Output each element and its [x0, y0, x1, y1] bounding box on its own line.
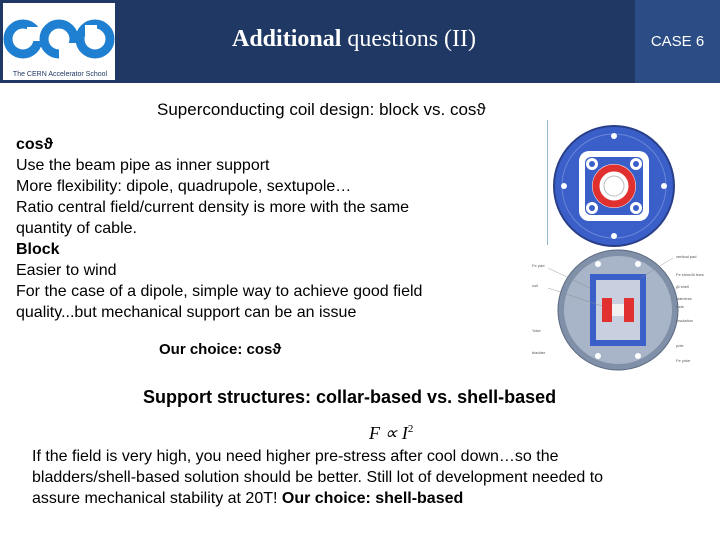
support-structures-heading: Support structures: collar-based vs. shell-based [143, 387, 557, 407]
coil-design-list [16, 134, 496, 323]
support-paragraph [32, 446, 692, 509]
annotation-label: vertical pad [676, 254, 697, 259]
block-magnet-figure [528, 248, 703, 373]
list-line: Use the beam pipe as inner support [16, 157, 270, 174]
figure-divider [547, 120, 548, 245]
list-line: More flexibility: dipole, quadrupole, sextupole… [16, 178, 352, 195]
annotation-label: Fe yoke [676, 358, 691, 363]
annotation-label: Al shell [676, 284, 689, 289]
support-choice: Our choice: shell-based [281, 490, 464, 507]
cas-logo [3, 3, 115, 80]
annotation-label: bladder [532, 350, 546, 355]
list-line: Easier to wind [16, 262, 117, 279]
paragraph-line [32, 488, 692, 509]
case-label: CASE 6 [650, 33, 705, 50]
header-bar [0, 0, 720, 83]
annotation-label: Yoke [532, 328, 541, 333]
list-line: Block [16, 241, 60, 258]
block-magnet-icon [528, 248, 703, 373]
annotation-label: rods [676, 304, 684, 309]
annotation-label: Fe pad [532, 263, 545, 268]
coil-choice: Our choice: cosϑ [159, 341, 282, 358]
logo-caption: The CERN Accelerator School [12, 71, 108, 78]
annotation-label: Fe shim/Al bars [676, 272, 704, 277]
list-line: cosϑ [16, 136, 53, 153]
formula-main: F ∝ I [369, 423, 408, 443]
list-line: For the case of a dipole, simple way to achieve good field [16, 283, 423, 300]
list-line: quantity of cable. [16, 220, 137, 237]
formula-exponent: 2 [407, 423, 414, 435]
cas-logo-icon [3, 3, 115, 69]
annotation-label: coil [532, 283, 539, 288]
force-formula [369, 423, 413, 444]
annotation-label: stainless [676, 296, 692, 301]
list-line: quality...but mechanical support can be an issue [16, 304, 357, 321]
coil-design-heading: Superconducting coil design: block vs. cosϑ [157, 100, 486, 119]
title-rest: questions (II) [341, 26, 477, 52]
paragraph-line: bladders/shell-based solution should be better. Still lot of development needed to [32, 469, 604, 486]
slide-title [232, 26, 476, 53]
annotation-label: pole [676, 343, 684, 348]
annotation-label: insulation [676, 318, 693, 323]
paragraph-last-text: assure mechanical stability at 20T! [32, 490, 282, 507]
list-line: Ratio central field/current density is more with the same [16, 199, 410, 216]
case-badge [635, 0, 720, 83]
title-bold: Additional [232, 26, 342, 52]
cos-theta-magnet-figure [552, 124, 676, 248]
paragraph-line: If the field is very high, you need higher pre-stress after cool down…so the [32, 448, 559, 465]
